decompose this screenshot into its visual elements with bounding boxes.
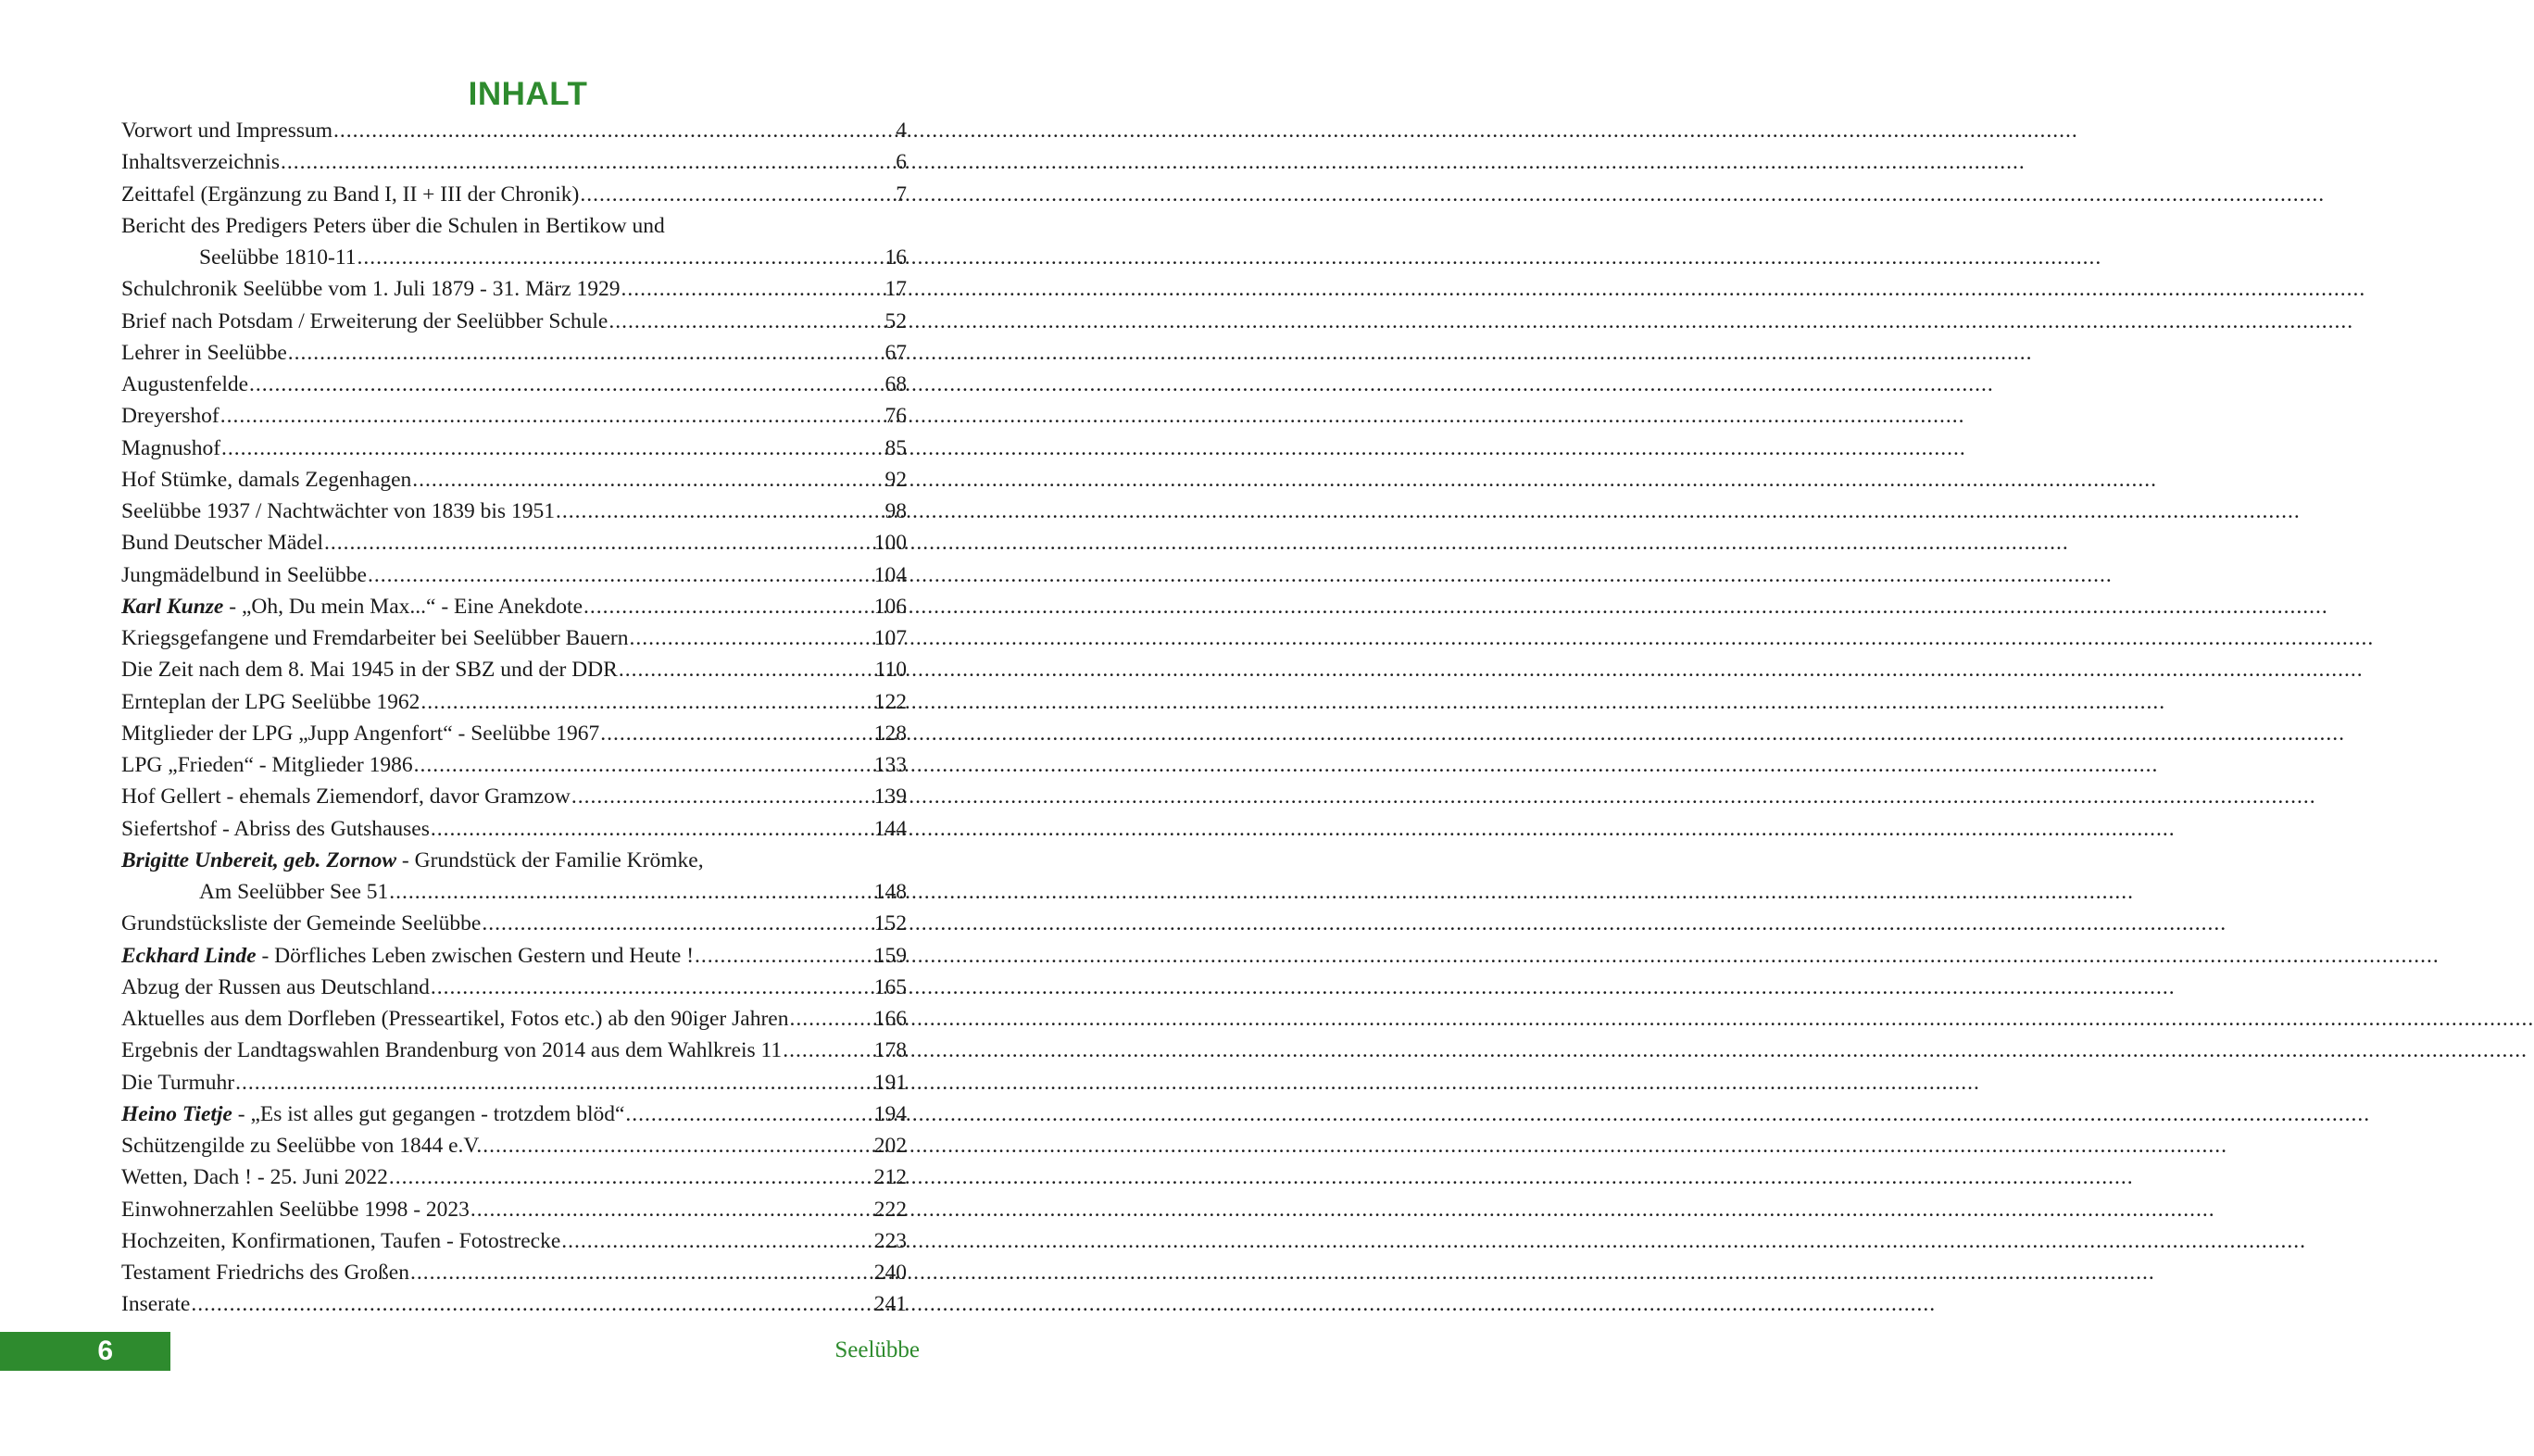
toc-entry-title: Seelübbe 1810-11 — [199, 245, 357, 270]
dot-leader — [583, 591, 873, 622]
toc-entry-title: Inserate — [121, 1292, 191, 1317]
toc-entry-title: Grundstücksliste der Gemeinde Seelübbe — [121, 911, 482, 936]
dot-leader — [482, 908, 872, 939]
toc-page-number: 122 — [873, 689, 907, 714]
toc-entry-title: Inhaltsverzeichnis — [121, 150, 280, 175]
toc-entry-title: Am Seelübber See 51 — [199, 880, 389, 904]
toc-entry-title: Vorwort und Impressum — [121, 119, 333, 143]
toc-entry-title: Siefertshof - Abriss des Gutshauses — [121, 816, 430, 841]
toc-entry — [121, 654, 907, 685]
toc-entry — [121, 433, 907, 464]
toc-entry-title: Dreyershof — [121, 404, 220, 429]
toc-entry — [121, 1035, 907, 1066]
toc-entry — [121, 179, 907, 210]
toc-entry — [121, 306, 907, 337]
toc-entry — [121, 527, 907, 559]
toc-page-number: 240 — [873, 1261, 907, 1285]
dot-leader — [621, 273, 884, 305]
toc-entry — [121, 400, 907, 432]
toc-entry-title: Magnushof — [121, 435, 221, 460]
toc-entry-title: Die Turmuhr — [121, 1070, 235, 1095]
toc-entry-title: Hochzeiten, Konfirmationen, Taufen - Fotostrecke — [121, 1228, 561, 1253]
toc-entry-title: Augustenfelde — [121, 372, 249, 396]
toc-entry — [121, 115, 907, 146]
toc-page-number: 104 — [873, 562, 907, 587]
toc-entry-subtitle: - Dörfliches Leben zwischen Gestern und Heute ! — [256, 943, 695, 968]
dot-leader — [221, 433, 884, 464]
toc-entry — [121, 1194, 907, 1225]
toc-entry-title: Mitglieder der LPG „Jupp Angenfort“ - Seelübbe 1967 — [121, 721, 600, 746]
toc-page-number: 85 — [884, 435, 907, 460]
toc-entry-title — [121, 591, 583, 622]
footer-page-number: 6 — [97, 1336, 113, 1366]
toc-page-number: 76 — [884, 404, 907, 429]
toc-entry — [121, 464, 907, 496]
toc-entry-title: Einwohnerzahlen Seelübbe 1998 - 2023 — [121, 1197, 470, 1222]
dot-leader — [431, 813, 873, 845]
toc-entry-title: Brief nach Potsdam / Erweiterung der Seelübber Schule — [121, 308, 608, 333]
toc-entry-title: Ergebnis der Landtagswahlen Brandenburg von 2014 aus dem Wahlkreis 11 — [121, 1038, 783, 1063]
toc-page-number: 6 — [896, 150, 907, 175]
toc-entry — [121, 146, 907, 178]
toc-entry — [121, 1067, 907, 1098]
toc-entry-title: Testament Friedrichs des Großen — [121, 1261, 409, 1285]
toc-entry-title: Seelübbe 1937 / Nachtwächter von 1839 bis 1951 — [121, 499, 555, 523]
toc-entry — [121, 369, 907, 400]
toc-page-number: 223 — [873, 1228, 907, 1253]
toc-entry-title: Hof Stümke, damals Zegenhagen — [121, 467, 412, 492]
toc-entry-title: Ernteplan der LPG Seelübbe 1962 — [121, 689, 420, 714]
toc-page-number: 178 — [873, 1038, 907, 1063]
toc-entry — [121, 1225, 907, 1257]
toc-page-number: 128 — [873, 721, 907, 746]
toc-author: Eckhard Linde — [121, 943, 257, 968]
toc-page-number: 7 — [896, 182, 907, 207]
toc-entry — [121, 845, 907, 876]
toc-entry-subtitle: - „Oh, Du mein Max...“ - Eine Anekdote — [223, 594, 583, 619]
toc-entry-continuation — [121, 876, 907, 908]
dot-leader — [333, 115, 895, 146]
dot-leader — [389, 1161, 873, 1193]
toc-page-number: 92 — [884, 467, 907, 492]
toc-entry — [121, 718, 907, 749]
dot-leader — [288, 337, 884, 369]
toc-author: Heino Tietje — [121, 1101, 232, 1126]
toc-page-number: 165 — [873, 974, 907, 999]
dot-leader — [414, 749, 873, 781]
toc-entry — [121, 337, 907, 369]
dot-leader — [410, 1257, 873, 1288]
dot-leader — [389, 876, 872, 908]
toc-page-number: 159 — [873, 943, 907, 968]
page-title: INHALT — [468, 76, 588, 112]
toc-page-number: 144 — [873, 816, 907, 841]
toc-entry — [121, 1003, 907, 1035]
toc-entry — [121, 273, 907, 305]
toc-entry-subtitle: - „Es ist alles gut gegangen - trotzdem blöd“ — [232, 1101, 625, 1126]
toc-entry — [121, 781, 907, 812]
dot-leader — [220, 400, 884, 432]
table-of-contents — [121, 115, 907, 1321]
toc-page-number: 212 — [873, 1165, 907, 1190]
dot-leader — [580, 179, 895, 210]
dot-leader — [556, 496, 884, 527]
toc-entry-title — [121, 940, 694, 972]
toc-page-number: 106 — [873, 594, 907, 619]
toc-page-number: 68 — [884, 372, 907, 396]
toc-page-number: 191 — [873, 1070, 907, 1095]
toc-entry — [121, 686, 907, 718]
toc-entry-title: Wetten, Dach ! - 25. Juni 2022 — [121, 1165, 388, 1190]
dot-leader — [600, 718, 873, 749]
toc-entry — [121, 1288, 907, 1320]
toc-page-number: 194 — [873, 1101, 907, 1126]
toc-entry-title: Aktuelles aus dem Dorfleben (Presseartikel, Fotos etc.) ab den 90iger Jahren — [121, 1007, 789, 1031]
toc-entry — [121, 1098, 907, 1130]
toc-page-number: 17 — [884, 277, 907, 302]
toc-page-number: 166 — [873, 1007, 907, 1031]
toc-author: Karl Kunze — [121, 594, 224, 619]
footer-page-tab — [0, 1332, 170, 1371]
toc-entry-title: Bericht des Predigers Peters über die Schulen in Bertikow und — [121, 213, 665, 238]
toc-page-number: 98 — [884, 499, 907, 523]
dot-leader — [249, 369, 884, 400]
dot-leader — [470, 1194, 873, 1225]
toc-entry — [121, 749, 907, 781]
toc-author: Brigitte Unbereit, geb. Zornow — [121, 847, 397, 872]
toc-page-number: 152 — [873, 911, 907, 936]
toc-entry — [121, 591, 907, 622]
toc-entry-title: Bund Deutscher Mädel — [121, 531, 323, 556]
dot-leader — [619, 654, 874, 685]
toc-page-number: 222 — [873, 1197, 907, 1222]
toc-entry — [121, 813, 907, 845]
toc-entry-title: Hof Gellert - ehemals Ziemendorf, davor Gramzow — [121, 784, 571, 810]
dot-leader — [561, 1225, 872, 1257]
dot-leader — [783, 1035, 873, 1066]
footer-running-title: Seelübbe — [834, 1337, 920, 1362]
toc-entry — [121, 908, 907, 939]
toc-entry-title — [121, 845, 704, 876]
dot-leader — [789, 1003, 872, 1035]
toc-entry-title — [121, 1098, 624, 1130]
toc-entry-title: Lehrer in Seelübbe — [121, 340, 287, 365]
toc-entry-title: Die Zeit nach dem 8. Mai 1945 in der SBZ und der DDR — [121, 658, 618, 683]
dot-leader — [571, 781, 873, 812]
toc-entry-continuation — [121, 242, 907, 273]
toc-entry — [121, 940, 907, 972]
dot-leader — [608, 306, 884, 337]
dot-leader — [695, 940, 873, 972]
toc-entry — [121, 622, 907, 654]
dot-leader — [625, 1098, 872, 1130]
toc-page-number: 16 — [884, 245, 907, 270]
dot-leader — [412, 464, 884, 496]
toc-entry-title: Schulchronik Seelübbe vom 1. Juli 1879 - 31. März 1929 — [121, 277, 621, 302]
toc-page-number: 52 — [884, 308, 907, 333]
toc-page-number: 139 — [873, 784, 907, 810]
toc-page-number: 107 — [873, 626, 907, 650]
toc-entry-title: Jungmädelbund in Seelübbe — [121, 562, 367, 587]
toc-page-number: 133 — [873, 753, 907, 777]
toc-entry-title: Abzug der Russen aus Deutschland — [121, 974, 430, 999]
toc-entry-title: Schützengilde zu Seelübbe von 1844 e.V. — [121, 1134, 483, 1158]
toc-entry-subtitle: - Grundstück der Familie Krömke, — [396, 847, 704, 872]
toc-entry — [121, 1130, 907, 1161]
toc-page-number: 110 — [874, 658, 907, 683]
toc-entry — [121, 1161, 907, 1193]
toc-entry — [121, 1257, 907, 1288]
toc-entry-title: Zeittafel (Ergänzung zu Band I, II + III der Chronik) — [121, 182, 580, 207]
toc-page-number: 4 — [896, 119, 907, 143]
toc-entry-title: Kriegsgefangene und Fremdarbeiter bei Seelübber Bauern — [121, 626, 629, 650]
dot-leader — [420, 686, 872, 718]
dot-leader — [357, 242, 884, 273]
toc-page-number: 67 — [884, 340, 907, 365]
toc-entry — [121, 559, 907, 591]
dot-leader — [483, 1130, 873, 1161]
toc-entry — [121, 972, 907, 1003]
toc-entry-title: LPG „Frieden“ - Mitglieder 1986 — [121, 753, 413, 777]
dot-leader — [324, 527, 873, 559]
dot-leader — [191, 1288, 872, 1320]
dot-leader — [431, 972, 873, 1003]
dot-leader — [368, 559, 873, 591]
dot-leader — [629, 622, 872, 654]
dot-leader — [235, 1067, 873, 1098]
toc-page-number: 100 — [873, 531, 907, 556]
toc-entry — [121, 210, 907, 242]
toc-page-number: 202 — [873, 1134, 907, 1158]
toc-page-number: 241 — [873, 1292, 907, 1317]
dot-leader — [281, 146, 895, 178]
toc-page-number: 148 — [873, 880, 907, 904]
toc-entry — [121, 496, 907, 527]
